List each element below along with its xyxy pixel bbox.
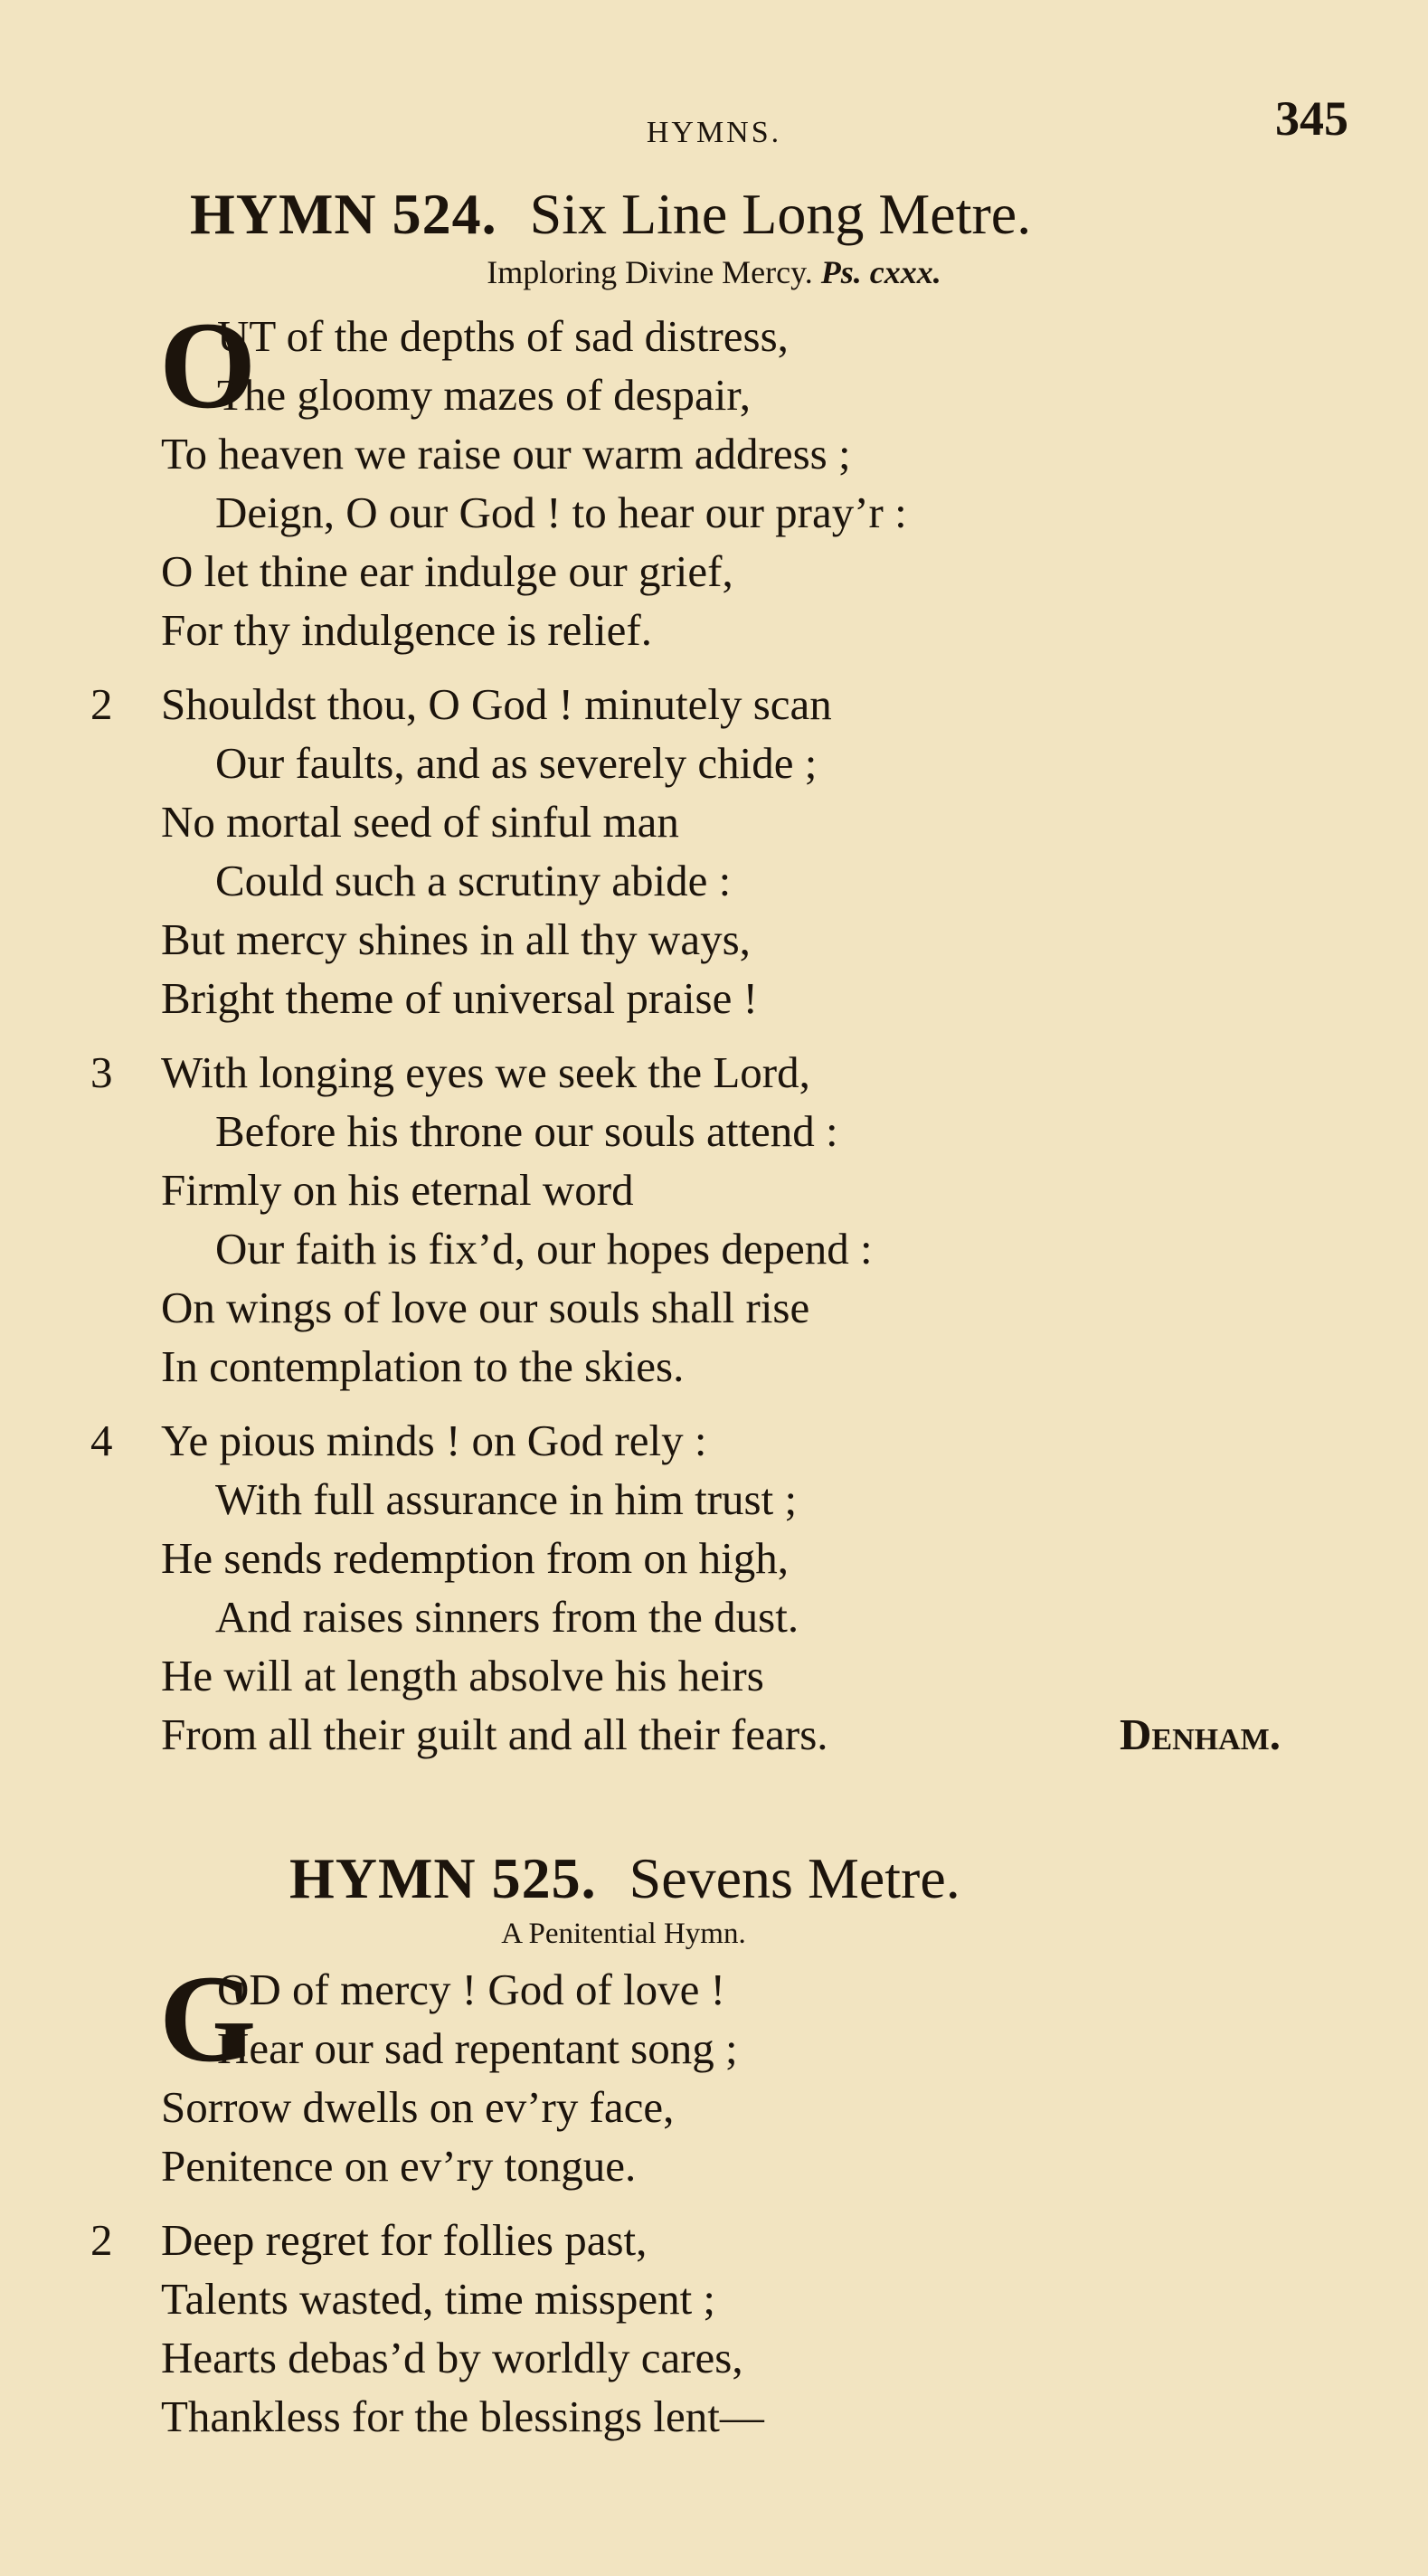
hymn-subtitle — [0, 253, 1428, 291]
stanza-number: 4 — [90, 1416, 113, 1465]
verse-line — [0, 1411, 1428, 1470]
verse-text: But mercy shines in all thy ways, — [161, 914, 751, 964]
hymn-subtitle: A Penitential Hymn. — [501, 1918, 746, 1950]
verse-text: He will at length absolve his heirs — [161, 1651, 764, 1700]
verse-line — [0, 1043, 1428, 1102]
verse-text: In contemplation to the skies. — [161, 1341, 685, 1391]
verse-text: Deign, O our God ! to hear our pray’r : — [215, 488, 907, 537]
verse-text: Firmly on his eternal word — [161, 1165, 634, 1215]
subtitle-text: Imploring Divine Mercy. — [487, 254, 813, 290]
hymn-metre: Sevens Metre. — [629, 1846, 960, 1910]
verse-text: Before his throne our souls attend : — [215, 1106, 838, 1156]
verse-text: Hear our sad repentant song ; — [217, 2023, 738, 2073]
drop-cap: O — [159, 296, 257, 434]
verse-text: OD of mercy ! God of love ! — [217, 1965, 725, 2014]
verse-text: On wings of love our souls shall rise — [161, 1283, 810, 1332]
verse-line — [0, 1337, 1428, 1396]
verse-text: From all their guilt and all their fears. — [161, 1709, 828, 1759]
hymn-524 — [0, 181, 1428, 1764]
verse-line — [0, 365, 1428, 424]
verse-text: He sends redemption from on high, — [161, 1533, 790, 1583]
verse-text: With longing eyes we seek the Lord, — [161, 1047, 810, 1097]
stanza — [0, 1949, 1428, 2195]
verse-line — [0, 2078, 1428, 2136]
verse-text: UT of the depths of sad distress, — [217, 311, 789, 361]
scripture-reference: Ps. cxxx. — [820, 254, 941, 290]
stanza — [0, 296, 1428, 659]
verse-line — [0, 2136, 1428, 2195]
verse-text: For thy indulgence is relief. — [161, 605, 652, 655]
verse-line — [0, 1646, 1428, 1705]
stanza-number: 2 — [90, 2215, 113, 2265]
verse-text: To heaven we raise our warm address ; — [161, 429, 851, 478]
verse-text: Talents wasted, time misspent ; — [161, 2274, 716, 2324]
verse-line — [0, 601, 1428, 659]
hymn-number: HYMN 524. — [190, 182, 497, 246]
verse-line — [0, 2019, 1428, 2078]
verse-text: Could such a scrutiny abide : — [215, 856, 732, 905]
verse-text: O let thine ear indulge our grief, — [161, 546, 733, 596]
verse-text: Ye pious minds ! on God rely : — [161, 1416, 707, 1465]
verse-line — [0, 792, 1428, 851]
verse-line — [0, 1160, 1428, 1219]
verse-line — [0, 1705, 1428, 1764]
running-title: HYMNS. — [646, 116, 782, 149]
hymn-number: HYMN 525. — [289, 1846, 597, 1910]
verse-line — [0, 910, 1428, 969]
verse-text: Hearts debas’d by worldly cares, — [161, 2333, 743, 2382]
verse-line — [0, 2387, 1428, 2446]
verse-line — [0, 1219, 1428, 1278]
verse-text: Penitence on ev’ry tongue. — [161, 2141, 637, 2191]
verse-line — [0, 2211, 1428, 2269]
verse-text: Bright theme of universal praise ! — [161, 973, 758, 1023]
verse-text: The gloomy mazes of despair, — [217, 370, 751, 420]
verse-line — [0, 1278, 1428, 1337]
verse-line — [0, 969, 1428, 1028]
verse-text: With full assurance in him trust ; — [215, 1474, 798, 1524]
verse-text: Shouldst thou, O God ! minutely scan — [161, 679, 832, 729]
hymn-body — [0, 1949, 1428, 2446]
verse-line — [0, 2328, 1428, 2387]
verse-text: Our faults, and as severely chide ; — [215, 738, 818, 788]
verse-line — [0, 851, 1428, 910]
stanza-number: 3 — [90, 1047, 113, 1097]
stanza-number: 2 — [90, 679, 113, 729]
verse-line — [0, 1102, 1428, 1160]
page-number: 345 — [1275, 91, 1348, 146]
verse-line — [0, 1587, 1428, 1646]
stanza — [0, 2211, 1428, 2446]
drop-cap: G — [159, 1949, 257, 2088]
verse-text: No mortal seed of sinful man — [161, 797, 679, 847]
verse-text: Thankless for the blessings lent— — [161, 2391, 764, 2441]
hymn-title — [0, 181, 1428, 248]
verse-line — [0, 2269, 1428, 2328]
stanza — [0, 1411, 1428, 1764]
verse-text: And raises sinners from the dust. — [215, 1592, 799, 1642]
verse-text: Sorrow dwells on ev’ry face, — [161, 2082, 675, 2132]
verse-line — [0, 734, 1428, 792]
stanza — [0, 1043, 1428, 1396]
hymn-body — [0, 296, 1428, 1764]
hymn-title — [0, 1845, 1428, 1912]
hymn-525 — [0, 1845, 1428, 2446]
verse-text: Deep regret for follies past, — [161, 2215, 648, 2265]
verse-line — [0, 424, 1428, 483]
verse-line — [0, 1470, 1428, 1529]
verse-line — [0, 542, 1428, 601]
verse-line — [0, 675, 1428, 734]
verse-line — [0, 1529, 1428, 1587]
stanza — [0, 675, 1428, 1028]
hymn-metre: Six Line Long Metre. — [529, 182, 1032, 246]
verse-line — [0, 483, 1428, 542]
verse-text: Our faith is fix’d, our hopes depend : — [215, 1224, 873, 1274]
hymn-author: Denham. — [1120, 1709, 1281, 1759]
